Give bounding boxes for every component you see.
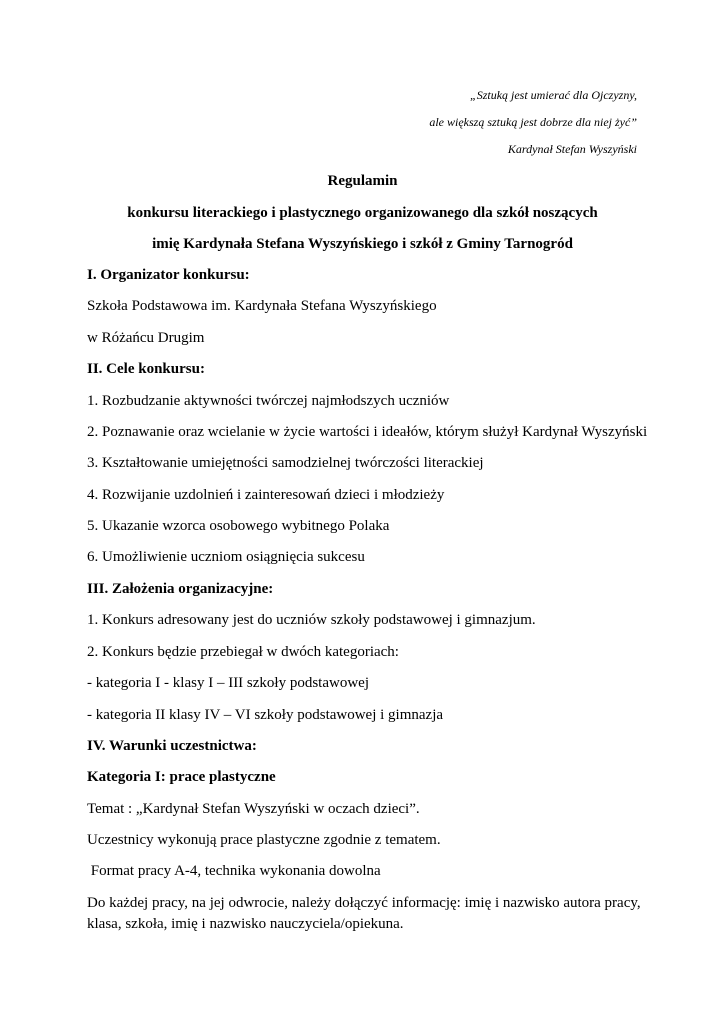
condition-item: Format pracy A-4, technika wykonania dowolna [87,863,381,879]
organizer-line-2: w Różańcu Drugim [87,330,205,346]
goal-item: 6. Umożliwienie uczniom osiągnięcia sukcesu [87,549,365,565]
assumption-item: - kategoria I - klasy I – III szkoły podstawowej [87,675,369,691]
assumption-item: - kategoria II klasy IV – VI szkoły podstawowej i gimnazja [87,707,444,723]
category-heading: Kategoria I: prace plastyczne [87,769,276,785]
organizer-line-1: Szkoła Podstawowa im. Kardynała Stefana Wyszyńskiego [87,298,437,314]
section-heading-conditions: IV. Warunki uczestnictwa: [87,738,257,754]
document-title: Regulamin [327,173,398,189]
condition-item: Uczestnicy wykonują prace plastyczne zgodnie z tematem. [87,832,441,848]
assumption-item: 1. Konkurs adresowany jest do uczniów szkoły podstawowej i gimnazjum. [87,612,536,628]
condition-item: Do każdej pracy, na jej odwrocie, należy dołączyć informację: imię i nazwisko autora pracy, klasa, szkoła, imię i nazwisko nauczyciela/opiekuna. [87,895,641,932]
section-heading-organizer: I. Organizator konkursu: [87,267,250,283]
motto-line-2: ale większą sztuką jest dobrze dla niej żyć” [429,115,637,129]
goal-item: 3. Kształtowanie umiejętności samodzielnej twórczości literackiej [87,455,484,471]
goal-item: 2. Poznawanie oraz wcielanie w życie wartości i ideałów, którym służył Kardynał Wyszyński [87,424,648,440]
section-heading-goals: II. Cele konkursu: [87,361,205,377]
goal-item: 1. Rozbudzanie aktywności twórczej najmłodszych uczniów [87,393,450,409]
goal-item: 5. Ukazanie wzorca osobowego wybitnego Polaka [87,518,390,534]
motto-line-1: „Sztuką jest umierać dla Ojczyzny, [470,88,637,102]
assumption-item: 2. Konkurs będzie przebiegał w dwóch kategoriach: [87,644,399,660]
section-heading-assumptions: III. Założenia organizacyjne: [87,581,274,597]
document-subtitle-line-2: imię Kardynała Stefana Wyszyńskiego i szkół z Gminy Tarnogród [152,236,573,252]
goal-item: 4. Rozwijanie uzdolnień i zainteresowań dzieci i młodzieży [87,487,445,503]
document-subtitle-line-1: konkursu literackiego i plastycznego organizowanego dla szkół noszących [127,205,598,221]
condition-item: Temat : „Kardynał Stefan Wyszyński w oczach dzieci”. [87,801,420,817]
motto-author: Kardynał Stefan Wyszyński [507,142,637,156]
